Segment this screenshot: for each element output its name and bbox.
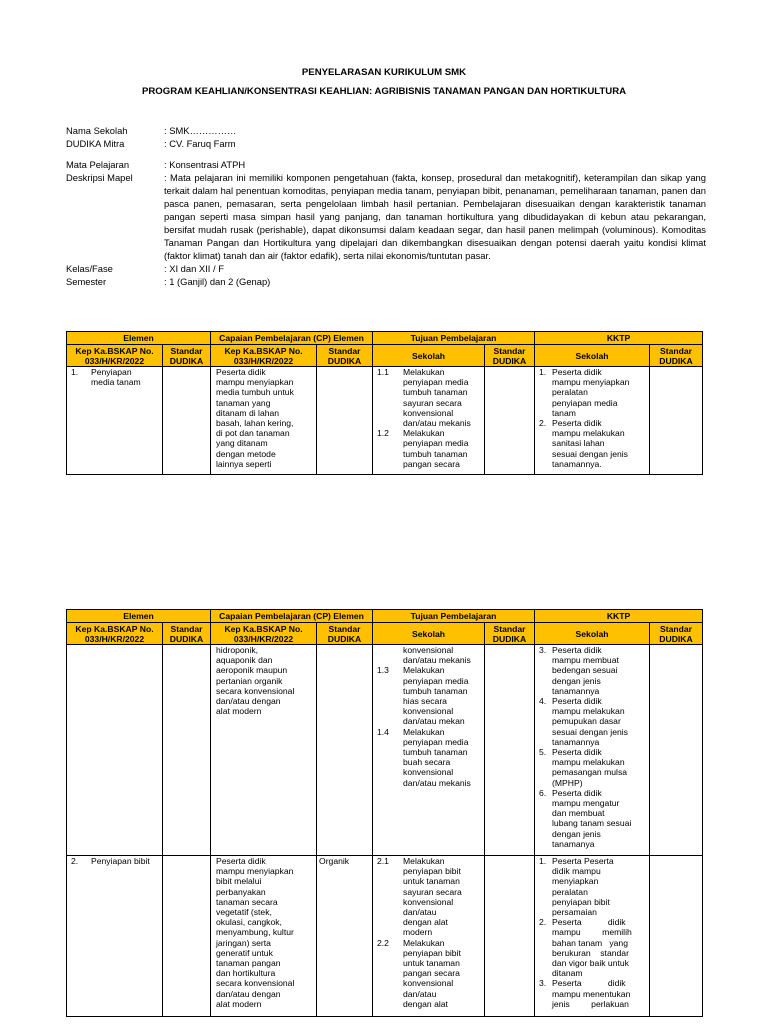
sekolah-value: : SMK…………… xyxy=(164,125,237,136)
cp-line: lainnya seperti xyxy=(216,458,272,469)
kktp-line: mampu menyiapkan xyxy=(552,377,630,388)
tp-line: hias secara xyxy=(403,696,447,706)
standar-cell xyxy=(650,367,703,475)
kktp-line: bedengan sesuai xyxy=(552,665,618,676)
header-standar: Standar DUDIKA xyxy=(317,345,373,367)
cp-line: dengan metode xyxy=(216,448,276,459)
elemen-text: Penyiapan xyxy=(91,367,132,377)
tp-line: penyiapan media xyxy=(403,377,469,388)
dudika-value: : CV. Faruq Farm xyxy=(164,138,236,149)
tp-number: 2.1 xyxy=(377,856,389,866)
tp-line: konvensional xyxy=(403,767,454,778)
standar-cell xyxy=(485,367,535,475)
tp-cell xyxy=(373,645,485,856)
cp-line: vegetatif (stek, xyxy=(216,907,272,917)
program-title: PROGRAM KEAHLIAN/KONSENTRASI KEAHLIAN: AGRIBISNIS TANAMAN PANGAN DAN HORTIKULTURA xyxy=(141,86,627,97)
cp-line: dan/atau dengan xyxy=(216,988,281,999)
header-kep: Kep Ka.BSKAP No. 033/H/KR/2022 xyxy=(211,623,317,645)
tp-line: Melakukan xyxy=(403,937,445,948)
kktp-line: ditanam xyxy=(552,968,583,979)
cp-line: tanaman pangan xyxy=(216,958,281,968)
kktp-line: tanamannya xyxy=(552,736,600,747)
kktp-line: berukuran standar xyxy=(552,947,629,958)
tp-line: penyiapan bibit xyxy=(403,866,461,877)
table-row xyxy=(67,367,703,475)
tp-line: konvensional xyxy=(403,407,454,418)
cp-standar-cell: Organik xyxy=(317,856,373,1017)
kktp-line: persamaian xyxy=(552,907,597,917)
elemen-number: 1. xyxy=(71,367,79,377)
tp-line: dan/atau xyxy=(403,907,437,917)
kktp-line: mampu melakukan xyxy=(552,757,625,768)
kktp-line: mampu menentukan xyxy=(552,988,631,999)
tp-line: penyiapan media xyxy=(403,736,469,747)
tp-line: penyiapan media xyxy=(403,675,469,686)
tp-line: Melakukan xyxy=(403,367,445,377)
mapel-value: : Konsentrasi ATPH xyxy=(164,159,246,170)
kktp-line: didik mampu xyxy=(552,866,601,877)
standar-cell xyxy=(650,856,703,1017)
tp-line: Melakukan xyxy=(403,428,445,439)
mapel-label: Mata Pelajaran xyxy=(66,159,130,170)
header-standar: Standar DUDIKA xyxy=(650,345,703,367)
kktp-line: Peserta didik xyxy=(552,978,626,989)
cp-line: jaringan) serta xyxy=(216,937,271,948)
tp-line: Melakukan xyxy=(403,726,445,737)
kktp-line: dan vigor baik untuk xyxy=(552,958,629,968)
tp-line: dengan alat xyxy=(403,998,448,1009)
cp-line: okulasi, cangkok, xyxy=(216,917,282,928)
cp-line: dan/atau dengan xyxy=(216,696,281,706)
curriculum-table-1 xyxy=(66,331,703,475)
header-standar: Standar DUDIKA xyxy=(485,345,535,367)
tp-line: sayuran secara xyxy=(403,886,462,897)
kktp-number: 5. xyxy=(539,747,547,757)
header-kep: Kep Ka.BSKAP No. 033/H/KR/2022 xyxy=(67,623,163,645)
header-standar: Standar DUDIKA xyxy=(163,623,211,645)
kktp-line: sesuai dengan jenis xyxy=(552,726,628,737)
kelas-label: Kelas/Fase xyxy=(66,263,113,274)
tp-line: buah secara xyxy=(403,757,451,768)
kktp-line: menyiapkan xyxy=(552,876,599,887)
kktp-line: dengan jenis xyxy=(552,675,601,686)
kktp-line: Peserta didik xyxy=(552,418,602,428)
header-tp: Tujuan Pembelajaran xyxy=(373,610,535,623)
header-sekolah: Sekolah xyxy=(373,623,485,645)
header-kep: Kep Ka.BSKAP No. 033/H/KR/2022 xyxy=(67,345,163,367)
semester-value: : 1 (Ganjil) dan 2 (Genap) xyxy=(164,276,271,287)
tp-line: dan/atau mekan xyxy=(403,716,465,727)
cp-line: secara konvensional xyxy=(216,685,295,696)
elemen-cell xyxy=(67,367,163,475)
cp-line: mampu menyiapkan xyxy=(216,377,294,388)
standar-cell xyxy=(163,367,211,475)
kktp-number: 6. xyxy=(539,787,547,798)
kktp-line: sanitasi lahan xyxy=(552,438,605,449)
cp-line: pertanian organik xyxy=(216,675,283,686)
cp-line: secara konvensional xyxy=(216,978,295,989)
tp-line: dan/atau xyxy=(403,988,437,999)
elemen-number: 2. xyxy=(71,856,79,866)
standar-cell xyxy=(163,645,211,856)
cp-line: alat modern xyxy=(216,998,262,1009)
info-block xyxy=(66,124,706,288)
standar-cell xyxy=(485,856,535,1017)
kelas-value: : XI dan XII / F xyxy=(164,263,224,274)
tp-number: 1.2 xyxy=(377,428,389,439)
tp-line: penyiapan bibit xyxy=(403,947,461,958)
curriculum-table-2 xyxy=(66,609,703,1017)
cp-line: media tumbuh untuk xyxy=(216,387,294,398)
tp-line: dengan alat xyxy=(403,917,448,928)
tp-line: Melakukan xyxy=(403,856,445,866)
cp-line: tanaman yang xyxy=(216,397,271,408)
kktp-line: mampu membuat xyxy=(552,655,619,666)
header-standar: Standar DUDIKA xyxy=(485,623,535,645)
standar-cell xyxy=(317,367,373,475)
standar-cell xyxy=(485,645,535,856)
kktp-line: tanamannya. xyxy=(552,458,602,469)
standar-cell xyxy=(163,856,211,1017)
header-elemen: Elemen xyxy=(67,610,211,623)
kktp-line: (MPHP) xyxy=(552,777,583,788)
tp-line: untuk tanaman xyxy=(403,958,460,968)
tp-number: 1.4 xyxy=(377,726,389,737)
table-row xyxy=(67,645,703,856)
kktp-number: 1. xyxy=(539,367,547,377)
kktp-line: mampu melakukan xyxy=(552,428,625,439)
elemen-text: media tanam xyxy=(91,377,141,388)
cp-line: Peserta didik xyxy=(216,367,266,377)
elemen-text: Penyiapan bibit xyxy=(91,856,150,866)
tp-cell xyxy=(373,367,485,475)
cp-line: mampu menyiapkan xyxy=(216,866,294,877)
kktp-line: Peserta didik xyxy=(552,917,626,928)
header-elemen: Elemen xyxy=(67,332,211,345)
kktp-line: tanamanya xyxy=(552,838,595,849)
table-row xyxy=(67,856,703,1017)
cp-cell xyxy=(211,856,317,1017)
tp-line: tumbuh tanaman xyxy=(403,448,468,459)
cp-line: bibit melalui xyxy=(216,876,262,887)
cp-line: basah, lahan kering, xyxy=(216,418,294,428)
tp-line: pangan secara xyxy=(403,458,460,469)
kktp-line: Peserta didik xyxy=(552,696,602,706)
kktp-line: penyiapan bibit xyxy=(552,896,610,907)
kktp-line: sesuai dengan jenis xyxy=(552,448,628,459)
kktp-line: bahan tanam yang xyxy=(552,937,628,948)
tp-line: konvensional xyxy=(403,896,454,907)
kktp-line: peralatan xyxy=(552,387,588,398)
kktp-line: Peserta didik xyxy=(552,367,602,377)
tp-line: konvensional xyxy=(403,978,454,989)
kktp-number: 4. xyxy=(539,696,547,706)
cp-line: Peserta didik xyxy=(216,856,266,866)
kktp-line: jenis perlakuan xyxy=(552,998,629,1009)
header-standar: Standar DUDIKA xyxy=(163,345,211,367)
tp-cell xyxy=(373,856,485,1017)
kktp-line: tanam xyxy=(552,407,576,418)
header-cp: Capaian Pembelajaran (CP) Elemen xyxy=(211,332,373,345)
tp-line: konvensional xyxy=(403,645,454,655)
tp-line: tumbuh tanaman xyxy=(403,387,468,398)
elemen-cell xyxy=(67,645,163,856)
tp-line: sayuran secara xyxy=(403,397,462,408)
standar-cell xyxy=(650,645,703,856)
elemen-cell xyxy=(67,856,163,1017)
kktp-line: peralatan xyxy=(552,886,588,897)
kktp-line: Peserta didik xyxy=(552,645,602,655)
cp-line: alat modern xyxy=(216,706,262,717)
kktp-line: penyiapan media xyxy=(552,397,618,408)
header-tp: Tujuan Pembelajaran xyxy=(373,332,535,345)
kktp-line: mampu memilih xyxy=(552,927,632,938)
tp-number: 1.1 xyxy=(377,367,389,377)
cp-line: menyambung, kultur xyxy=(216,927,294,938)
cp-line: dan hortikultura xyxy=(216,968,276,979)
cp-line: ditanam di lahan xyxy=(216,407,280,418)
standar-cell xyxy=(317,645,373,856)
tp-line: Melakukan xyxy=(403,665,445,676)
kktp-line: lubang tanam sesuai xyxy=(552,818,632,829)
cp-cell xyxy=(211,645,317,856)
tp-line: modern xyxy=(403,927,433,938)
deskripsi-value: : Mata pelajaran ini memiliki komponen pengetahuan (fakta, konsep, prosedural dan metakognitif), keterampilan dan sikap yang terkait dalam hal penentuan komoditas, penyiapan media tanam, penyiapan bibit, penanaman, pemeliharaan tanaman, panen dan pasca panen, pemasaran, serta pengelolaan limbah hasil pertanian. Pembelajaran disesuaikan dengan karakteristik tanaman pangan seperti masa simpan hasil yang panjang, dan tanaman hortikultura yang dibudidayakan di kebun atau pekarangan, bersifat mudah rusak (perishable), dapat dikonsumsi dalam keadaan segar, dan hasil panen melimpah (voluminous). Komoditas Tanaman Pangan dan Hortikultura yang dipelajari dan dikembangkan disesuaikan dengan potensi daerah yaitu kondisi klimat (faktor klimat) tanah dan air (faktor edafik), serta nilai ekonomis/tuntutan pasar. xyxy=(164,172,706,261)
header-kep: Kep Ka.BSKAP No. 033/H/KR/2022 xyxy=(211,345,317,367)
deskripsi-label: Deskripsi Mapel xyxy=(66,172,133,183)
tp-number: 2.2 xyxy=(377,937,389,948)
kktp-number: 3. xyxy=(539,645,547,655)
semester-label: Semester xyxy=(66,276,107,287)
tp-line: tumbuh tanaman xyxy=(403,747,468,757)
header-cp: Capaian Pembelajaran (CP) Elemen xyxy=(211,610,373,623)
tp-line: dan/atau mekanis xyxy=(403,418,471,428)
kktp-cell xyxy=(535,856,650,1017)
sekolah-label: Nama Sekolah xyxy=(66,125,128,136)
kktp-line: Peserta Peserta xyxy=(552,856,614,866)
kktp-line: mampu mengatur xyxy=(552,798,620,808)
kktp-line: Peserta didik xyxy=(552,747,602,757)
kktp-line: dan membuat xyxy=(552,808,605,819)
kktp-line: mampu melakukan xyxy=(552,706,625,717)
kktp-line: Peserta didik xyxy=(552,787,602,798)
cp-line: tanaman secara xyxy=(216,896,278,907)
cp-cell xyxy=(211,367,317,475)
tp-line: konvensional xyxy=(403,706,454,717)
tp-number: 1.3 xyxy=(377,665,389,676)
header-standar: Standar DUDIKA xyxy=(317,623,373,645)
kktp-number: 1. xyxy=(539,856,547,866)
tp-line: untuk tanaman xyxy=(403,876,460,887)
tp-line: penyiapan media xyxy=(403,438,469,449)
kktp-number: 3. xyxy=(539,978,547,989)
cp-line: aquaponik dan xyxy=(216,655,273,666)
header-sekolah: Sekolah xyxy=(535,623,650,645)
kktp-cell xyxy=(535,645,650,856)
kktp-line: pemasangan mulsa xyxy=(552,767,628,778)
cp-line: aeroponik maupun xyxy=(216,665,288,676)
header-sekolah: Sekolah xyxy=(373,345,485,367)
kktp-cell xyxy=(535,367,650,475)
dudika-label: DUDIKA Mitra xyxy=(66,138,125,149)
cp-line: di pot dan tanaman xyxy=(216,428,290,439)
kktp-number: 2. xyxy=(539,917,547,928)
tp-line: pangan secara xyxy=(403,968,460,979)
kktp-number: 2. xyxy=(539,418,547,428)
tp-line: dan/atau mekanis xyxy=(403,777,471,788)
header-kktp: KKTP xyxy=(535,610,703,623)
cp-line: perbanyakan xyxy=(216,886,266,897)
kktp-line: dengan jenis xyxy=(552,828,601,839)
tp-line: tumbuh tanaman xyxy=(403,685,468,696)
cp-line: yang ditanam xyxy=(216,438,268,449)
header-kktp: KKTP xyxy=(535,332,703,345)
cp-line: hidroponik, xyxy=(216,645,259,655)
kktp-line: pemupukan dasar xyxy=(552,716,621,727)
kktp-line: tanamannya xyxy=(552,685,600,696)
header-standar: Standar DUDIKA xyxy=(650,623,703,645)
header-sekolah: Sekolah xyxy=(535,345,650,367)
document-title: PENYELARASAN KURIKULUM SMK xyxy=(301,67,467,78)
cp-line: generatif untuk xyxy=(216,947,273,958)
tp-line: dan/atau mekanis xyxy=(403,655,471,666)
